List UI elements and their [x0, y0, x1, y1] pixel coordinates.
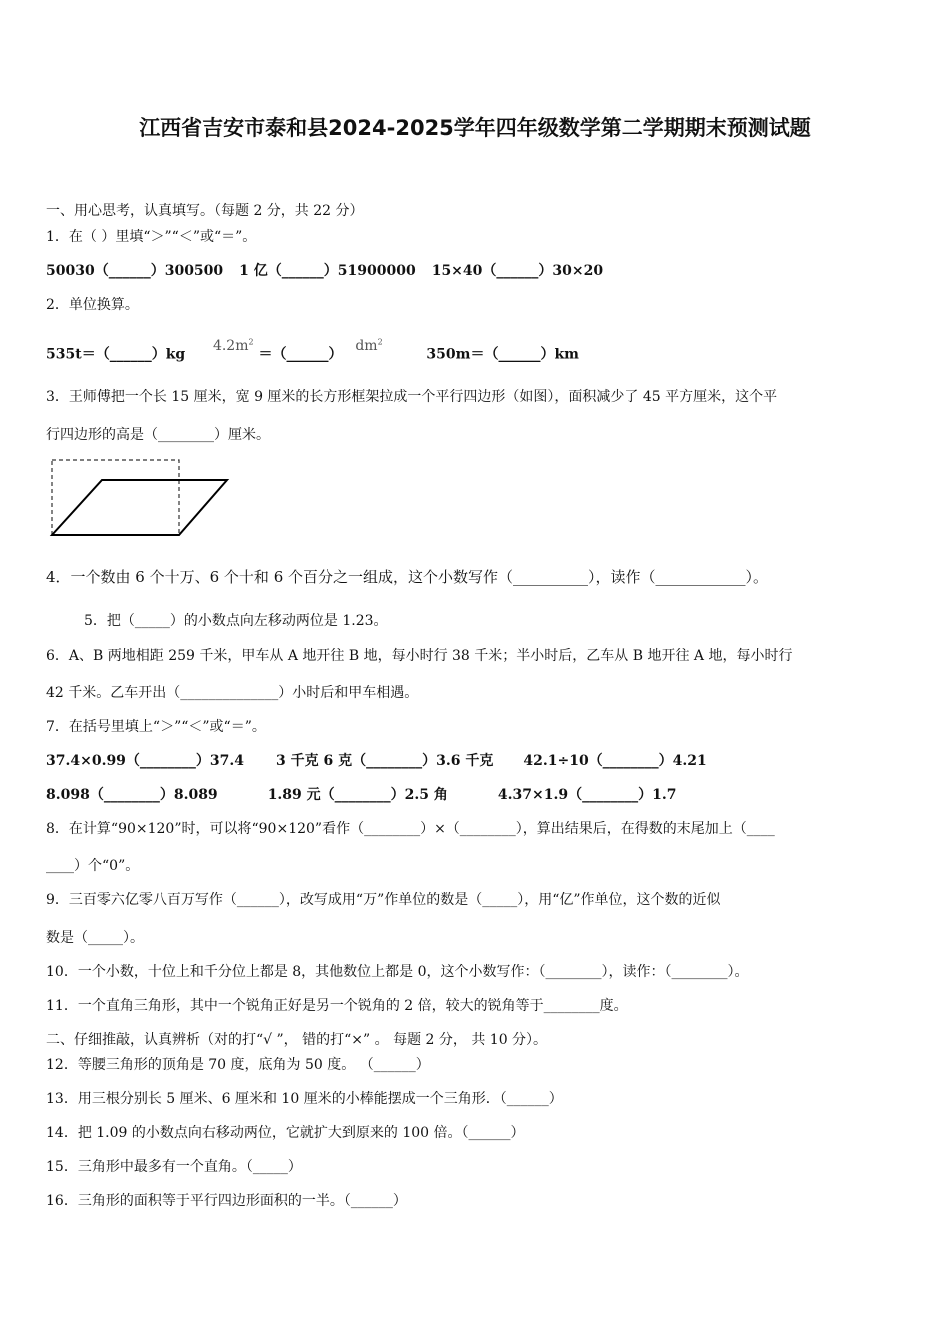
- q2-area-unit: $dm^2$: [355, 337, 383, 354]
- dashed-rectangle: [52, 460, 179, 535]
- question-7: 7．在括号里填上“＞”“＜”或“＝”。: [46, 719, 266, 735]
- page-title: 江西省吉安市泰和县2024-2025学年四年级数学第二学期期末预测试题: [139, 116, 811, 140]
- q2-area-value: $4.2m^2$: [212, 337, 254, 354]
- question-13: 13．用三根分别长 5 厘米、6 厘米和 10 厘米的小棒能摆成一个三角形．（______）: [46, 1091, 563, 1107]
- q2-item-2: ＝（______）: [258, 346, 343, 363]
- question-1-items: [46, 261, 603, 281]
- question-14: 14．把 1.09 的小数点向右移动两位，它就扩大到原来的 100 倍。（______）: [46, 1125, 525, 1141]
- question-7-row-2: [46, 785, 676, 805]
- question-2: 2．单位换算。: [46, 297, 139, 313]
- question-1: 1．在（ ）里填“＞”“＜”或“＝”。: [46, 229, 257, 245]
- q7-item-5: 1.89 元（________）2.5 角: [267, 787, 448, 803]
- question-6-line-1: 6．A、B 两地相距 259 千米，甲车从 A 地开往 B 地，每小时行 38 千米；半小时后，乙车从 B 地开往 A 地，每小时行: [46, 648, 793, 664]
- q2-item-3: 350m＝（______）km: [426, 346, 579, 363]
- q7-item-6: 4.37×1.9（________）1.7: [497, 787, 677, 803]
- question-8-line-1: 8．在计算“90×120”时，可以将“90×120”看作（________）×（________），算出结果后，在得数的末尾加上（____: [46, 821, 775, 837]
- question-16: 16．三角形的面积等于平行四边形面积的一半。（______）: [46, 1193, 407, 1209]
- question-3-line-1: 3．王师傅把一个长 15 厘米，宽 9 厘米的长方形框架拉成一个平行四边形（如图），面积减少了 45 平方厘米，这个平: [46, 389, 778, 405]
- question-11: 11．一个直角三角形，其中一个锐角正好是另一个锐角的 2 倍，较大的锐角等于________度。: [46, 998, 628, 1014]
- question-3-line-2: 行四边形的高是（________）厘米。: [46, 427, 270, 443]
- question-9-line-1: 9．三百零六亿零八百万写作（______），改写成用“万”作单位的数是（_____），用“亿”作单位，这个数的近似: [46, 892, 721, 908]
- question-2-items: [46, 337, 579, 365]
- question-12: 12．等腰三角形的顶角是 70 度，底角为 50 度。 （______）: [46, 1057, 430, 1073]
- q1-item-3: 15×40（______）30×20: [431, 263, 604, 279]
- question-5: 5．把（_____）的小数点向左移动两位是 1.23。: [84, 613, 388, 629]
- question-9-line-2: 数是（_____）。: [46, 930, 144, 946]
- q7-item-2: 3 千克 6 克（________）3.6 千克: [276, 753, 494, 769]
- question-8-line-2: ____）个“0”。: [46, 858, 140, 874]
- question-10: 10．一个小数，十位上和千分位上都是 8，其他数位上都是 0，这个小数写作：（________），读作：（________）。: [46, 964, 749, 980]
- q7-item-3: 42.1÷10（________）4.21: [523, 753, 707, 769]
- parallelogram-shape: [52, 480, 227, 535]
- question-4: 4．一个数由 6 个十万、6 个十和 6 个百分之一组成，这个小数写作（__________），读作（____________）。: [46, 568, 769, 586]
- question-6-line-2: 42 千米。乙车开出（______________）小时后和甲车相遇。: [46, 685, 419, 701]
- q1-item-2: 1 亿（______）51900000: [239, 263, 416, 279]
- question-15: 15．三角形中最多有一个直角。（_____）: [46, 1159, 302, 1175]
- q1-item-1: 50030（______）300500: [46, 263, 224, 279]
- q2-item-1: 535t＝（______）kg: [46, 346, 186, 363]
- q7-item-4: 8.098（________）8.089: [46, 787, 218, 803]
- parallelogram-figure: [46, 458, 236, 540]
- q7-item-1: 37.4×0.99（________）37.4: [46, 753, 245, 769]
- question-7-row-1: [46, 751, 707, 771]
- section-2-heading: 二、仔细推敲，认真辨析（对的打“√ ”， 错的打“×” 。 每题 2 分， 共 10 分）。: [46, 1032, 548, 1048]
- section-1-heading: 一、用心思考，认真填写。（每题 2 分，共 22 分）: [46, 203, 364, 219]
